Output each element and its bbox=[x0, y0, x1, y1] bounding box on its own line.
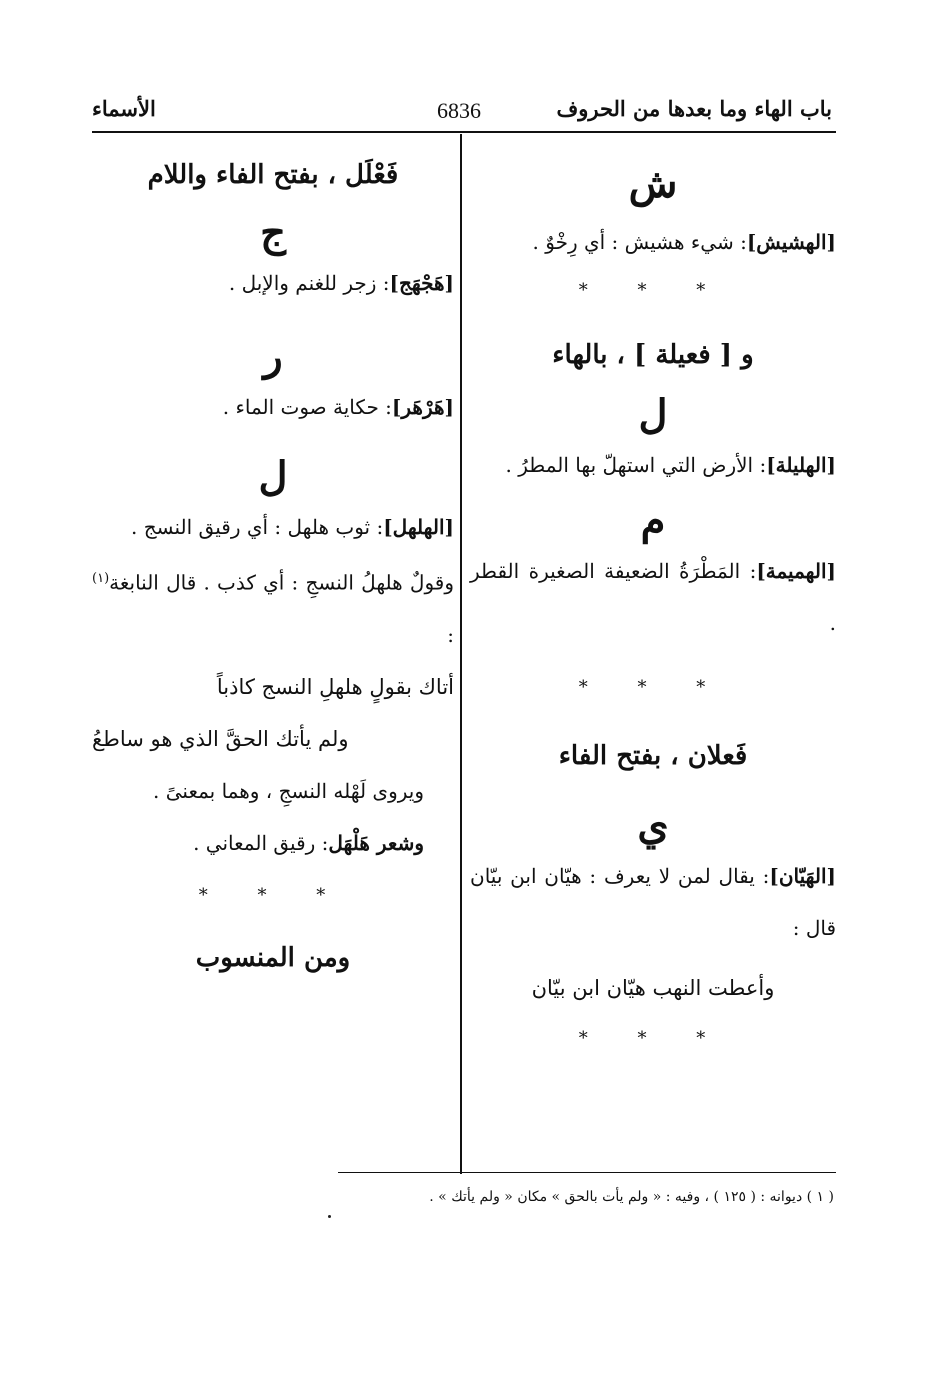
entry-definition: : ثوب هلهل : أي رقيق النسج . bbox=[131, 515, 384, 540]
entry-headword: [هَرْهَر] bbox=[391, 395, 454, 420]
entry-headword: [الهشيش] bbox=[746, 230, 836, 254]
header-rule bbox=[92, 131, 836, 133]
section-title: فَعْلَل ، بفتح الفاء واللام bbox=[147, 160, 399, 190]
entry-definition: : شيء هشيش : أي رِخْوٌ . bbox=[532, 230, 747, 254]
section-separator: * * * bbox=[578, 280, 728, 301]
header-section-title: الأسماء bbox=[92, 96, 156, 121]
footnote-rule bbox=[338, 1172, 836, 1173]
footnote: ( ١ ) ديوانه : ( ١٢٥ ) ، وفيه : « ولم يأت بالحق » مكان « ولم يأتك » . bbox=[429, 1189, 834, 1205]
dictionary-entry bbox=[470, 545, 836, 649]
entry-definition: : زجر للغنم والإبل . bbox=[228, 271, 390, 296]
dictionary-entry bbox=[470, 439, 836, 491]
section-title: فَعلان ، بفتح الفاء bbox=[558, 741, 748, 772]
entry-headword: وشعر هَلْهَل bbox=[328, 830, 424, 855]
section-separator: * * * bbox=[578, 677, 728, 699]
entry-definition: : الأرض التي استهلّ بها المطرُ . bbox=[505, 453, 767, 478]
section-separator: * * * bbox=[578, 1028, 728, 1050]
verse-line: أتاك بقولٍ هلهلِ النسج كاذباً bbox=[216, 674, 454, 699]
dictionary-entry bbox=[92, 257, 454, 309]
section-title: و [ فعيلة ] ، بالهاء bbox=[552, 340, 754, 370]
letter-heading: ي bbox=[637, 802, 669, 850]
footnote-reference: (١) bbox=[92, 571, 110, 587]
entry-continuation bbox=[92, 553, 454, 661]
section-separator: * * * bbox=[198, 884, 348, 906]
letter-heading: ج bbox=[260, 209, 286, 257]
header-chapter-title: باب الهاء وما بعدها من الحروف bbox=[556, 96, 832, 121]
letter-heading: م bbox=[640, 497, 666, 545]
running-header bbox=[92, 96, 832, 130]
entry-definition: : حكاية صوت الماء . bbox=[222, 395, 392, 420]
entry-colon: : bbox=[447, 622, 454, 647]
entry-headword: [الهلهل] bbox=[383, 515, 454, 540]
dictionary-entry bbox=[470, 850, 836, 954]
dictionary-entry bbox=[92, 501, 454, 553]
dictionary-entry bbox=[470, 216, 836, 268]
right-column bbox=[470, 160, 836, 1048]
entry-headword: [الهميمة] bbox=[756, 559, 836, 584]
entry-definition: : المَطْرَةُ الضعيفة الصغيرة القطر . bbox=[470, 559, 836, 636]
letter-heading: ش bbox=[628, 160, 678, 207]
entry-definition: : يقال لمن لا يعرف : هيّان ابن بيّان قال : bbox=[470, 864, 836, 941]
letter-heading: ل bbox=[638, 391, 668, 439]
verse-line: وأعطت النهب هيّان ابن بيّان bbox=[531, 976, 775, 1001]
ink-dot bbox=[328, 1215, 331, 1218]
letter-heading: ل bbox=[258, 453, 288, 501]
verse-line: ولم يأتك الحقَّ الذي هو ساطعُ bbox=[92, 726, 349, 751]
entry-text: وقولٌ هلهلُ النسجِ : أي كذب . قال النابغة bbox=[109, 570, 454, 595]
entry-definition: : رقيق المعاني . bbox=[193, 830, 329, 855]
page-number: 6836 bbox=[437, 98, 481, 123]
entry-headword: [الهَيّان] bbox=[769, 864, 836, 889]
letter-heading: ر bbox=[263, 333, 283, 381]
entry-headword: [هَجْهَج] bbox=[389, 271, 454, 296]
column-divider bbox=[460, 134, 462, 1174]
dictionary-entry bbox=[92, 381, 454, 433]
dictionary-entry bbox=[92, 817, 454, 869]
section-title: ومن المنسوب bbox=[195, 942, 351, 973]
left-column bbox=[92, 160, 454, 974]
entry-headword: [الهليلة] bbox=[766, 453, 836, 478]
entry-continuation: ويروى لَهْله النسجِ ، وهما بمعنىً . bbox=[153, 778, 424, 803]
